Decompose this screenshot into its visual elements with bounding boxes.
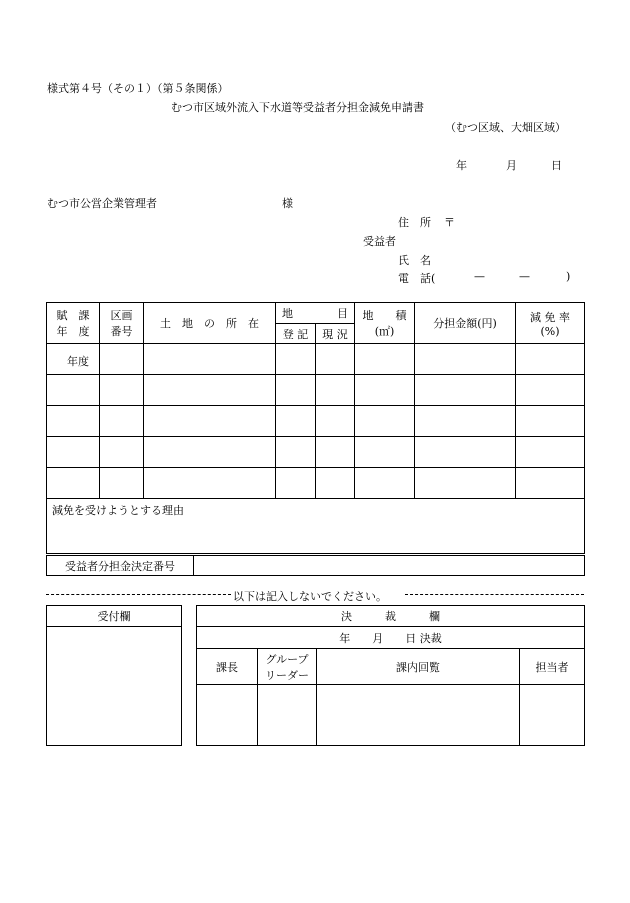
header-chiseki-2: (㎡)	[374, 325, 395, 338]
reception-table	[46, 605, 182, 746]
postal-mark: 〒	[444, 216, 455, 229]
table-row	[47, 344, 585, 375]
cell[interactable]	[144, 375, 276, 406]
header-fuka: 賦 課	[56, 309, 90, 322]
header-chimoku-1: 地	[282, 307, 293, 320]
header-fuka-nendo	[47, 303, 100, 344]
office-use-notice: 以下は記入しないでください。	[233, 590, 387, 603]
decision-number-label: 受益者分担金決定番号	[47, 556, 194, 576]
header-chimoku-2: 目	[337, 307, 348, 320]
cell[interactable]	[316, 468, 355, 499]
decision-number-field[interactable]	[194, 556, 585, 576]
phone-dash-1: —	[474, 270, 485, 283]
cell[interactable]	[276, 468, 316, 499]
reception-label: 受付欄	[47, 606, 182, 627]
reason-field[interactable]	[47, 499, 585, 554]
reason-label: 減免を受けようとする理由	[52, 504, 184, 517]
header-chiseki	[355, 303, 415, 344]
cell[interactable]	[355, 375, 415, 406]
header-kukaku-1: 区画	[110, 309, 133, 322]
tantosha-stamp-field[interactable]	[520, 685, 585, 746]
cell[interactable]	[355, 406, 415, 437]
kacho-stamp-field[interactable]	[197, 685, 258, 746]
cell[interactable]	[355, 344, 415, 375]
divider-left	[46, 594, 231, 595]
circulation-stamp-field[interactable]	[317, 685, 520, 746]
form-number: 様式第４号（その１）（第５条関係）	[47, 82, 229, 95]
phone-dash-2: —	[519, 270, 530, 283]
first-row-year[interactable]	[47, 344, 100, 375]
cell[interactable]	[144, 406, 276, 437]
cell[interactable]	[144, 344, 276, 375]
table-row	[47, 437, 585, 468]
name-label: 氏 名	[398, 254, 431, 267]
cell[interactable]	[144, 437, 276, 468]
document-title: むつ市区域外流入下水道等受益者分担金減免申請書	[171, 101, 424, 114]
tantosha-label: 担当者	[520, 649, 585, 685]
cell[interactable]	[415, 344, 516, 375]
cell[interactable]	[100, 437, 144, 468]
phone-close: )	[566, 270, 571, 283]
cell[interactable]	[415, 437, 516, 468]
header-rate-2: (%)	[540, 324, 560, 338]
header-genkyo: 現 況	[316, 324, 355, 344]
group-leader-stamp-field[interactable]	[258, 685, 317, 746]
cell[interactable]	[276, 437, 316, 468]
date-day-label: 日	[551, 159, 562, 172]
header-amount: 分担金額(円)	[415, 303, 516, 344]
header-nendo: 年 度	[56, 325, 90, 338]
circulation-label: 課内回覧	[317, 649, 520, 685]
header-kukaku-2: 番号	[110, 325, 133, 338]
addressee: むつ市公営企業管理者	[47, 197, 157, 210]
cell[interactable]	[316, 437, 355, 468]
cell[interactable]	[100, 406, 144, 437]
honorific: 様	[282, 197, 293, 210]
cell[interactable]	[316, 406, 355, 437]
table-row	[47, 468, 585, 499]
header-chiseki-1: 地 積	[362, 309, 407, 322]
decision-label: 決 裁 欄	[197, 606, 585, 627]
cell[interactable]	[316, 344, 355, 375]
cell[interactable]	[516, 375, 585, 406]
cell[interactable]	[355, 437, 415, 468]
first-row-year-label: 年度	[67, 355, 89, 368]
group-leader-1: グループ	[265, 652, 309, 666]
cell[interactable]	[316, 375, 355, 406]
cell[interactable]	[47, 437, 100, 468]
header-kukaku	[100, 303, 144, 344]
area-note: （むつ区域、大畑区域）	[445, 121, 566, 134]
cell[interactable]	[415, 406, 516, 437]
cell[interactable]	[415, 468, 516, 499]
cell[interactable]	[415, 375, 516, 406]
cell[interactable]	[355, 468, 415, 499]
divider-right	[405, 594, 584, 595]
cell[interactable]	[276, 375, 316, 406]
cell[interactable]	[516, 468, 585, 499]
cell[interactable]	[144, 468, 276, 499]
header-chimoku	[276, 303, 355, 324]
cell[interactable]	[516, 344, 585, 375]
cell[interactable]	[100, 344, 144, 375]
cell[interactable]	[516, 406, 585, 437]
group-leader-2: リーダー	[265, 668, 309, 682]
decision-number-table	[46, 555, 585, 576]
kacho-label: 課長	[197, 649, 258, 685]
group-leader-label	[258, 649, 317, 685]
cell[interactable]	[47, 406, 100, 437]
cell[interactable]	[100, 468, 144, 499]
header-toki: 登 記	[276, 324, 316, 344]
cell[interactable]	[47, 468, 100, 499]
header-rate-1: 減 免 率	[530, 310, 570, 324]
header-rate	[516, 303, 585, 344]
date-year-label: 年	[456, 159, 467, 172]
applicant-group-label: 受益者	[363, 235, 396, 248]
cell[interactable]	[276, 344, 316, 375]
reception-field[interactable]	[47, 627, 182, 746]
cell[interactable]	[100, 375, 144, 406]
address-label: 住 所	[398, 216, 431, 229]
table-row	[47, 375, 585, 406]
cell[interactable]	[276, 406, 316, 437]
header-location: 土 地 の 所 在	[144, 303, 276, 344]
decision-date: 年 月 日 決裁	[197, 627, 585, 649]
table-row	[47, 406, 585, 437]
main-table	[46, 302, 585, 554]
decision-table	[196, 605, 585, 746]
cell[interactable]	[47, 375, 100, 406]
date-month-label: 月	[506, 159, 517, 172]
cell[interactable]	[516, 437, 585, 468]
phone-label: 電 話(	[398, 272, 436, 285]
